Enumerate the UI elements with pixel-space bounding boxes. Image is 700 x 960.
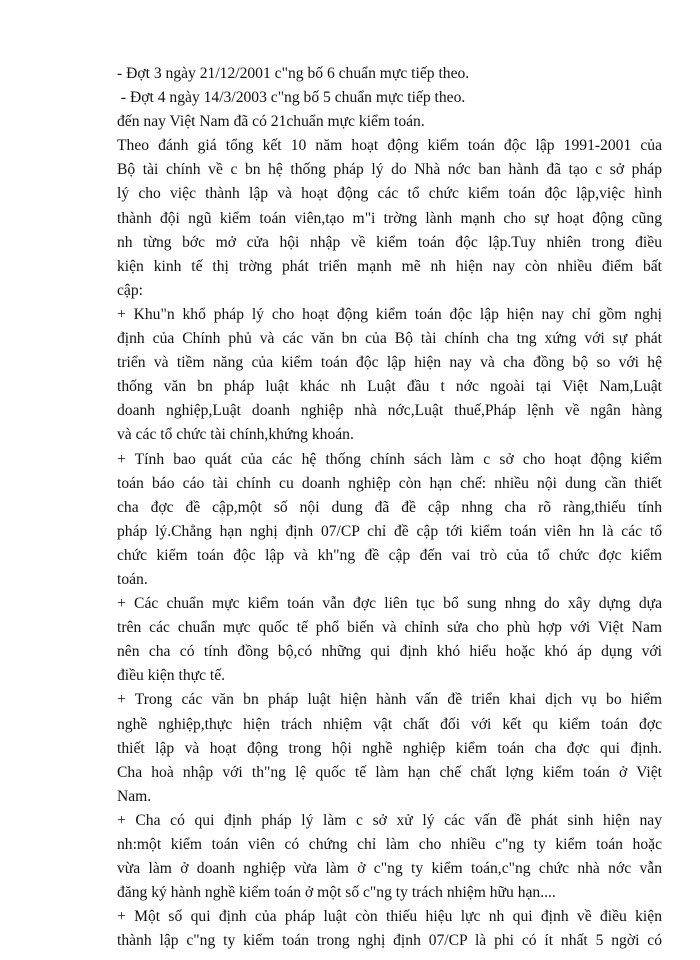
text-line: toán báo cáo tài chính cu doanh nghiệp còn hạn chế: nhiều nội dung cần thiết	[117, 474, 662, 492]
text-line: cập:	[117, 281, 143, 299]
text-line: điều kiện thực tế.	[117, 667, 226, 685]
text-line: - Đợt 4 ngày 14/3/2003 c"ng bố 5 chuẩn mực tiếp theo.	[117, 89, 466, 107]
text-line: vừa làm ở doanh nghiệp vừa làm ở c"ng ty kiểm toán,c"ng chức nhà nớc vẫn	[117, 860, 662, 878]
text-line: Bộ tài chính về c bn hệ thống pháp lý do Nhà nớc ban hành đã tạo c sở pháp	[117, 161, 662, 179]
text-line: - Đợt 3 ngày 21/12/2001 c"ng bố 6 chuẩn mực tiếp theo.	[117, 65, 470, 82]
text-line: triển và tiềm năng của kiểm toán độc lập hiện nay và cha đồng bộ so với hệ	[117, 354, 662, 372]
text-line: kiện kinh tế thị trờng phát triển mạnh mẽ nh hiện nay còn nhiều điểm bất	[117, 257, 662, 275]
text-line: chức kiểm toán độc lập và kh"ng đề cập đến vai trò của tổ chức đợc kiểm	[117, 546, 662, 564]
text-line: + Trong các văn bn pháp luật hiện hành vấn đề triển khai dịch vụ bo hiểm	[117, 691, 662, 709]
text-line: nên cha có tính đồng bộ,có những qui định khó hiểu hoặc khó áp dụng với	[117, 643, 662, 661]
text-line: trên các chuẩn mực quốc tế phổ biến và chỉnh sửa cho phù hợp với Việt Nam	[117, 619, 662, 637]
text-line: Theo đánh giá tổng kết 10 năm hoạt động kiểm toán độc lập 1991-2001 của	[117, 137, 662, 155]
text-line: nh từng bớc mở cửa hội nhập về kiểm toán độc lập.Tuy nhiên trong điều	[117, 233, 662, 251]
text-line: + Các chuẩn mực kiểm toán vẫn đợc liên tục bổ sung nhng do xây dựng dựa	[117, 595, 662, 613]
text-line: pháp lý.Chẳng hạn nghị định 07/CP chỉ đề cập tới kiểm toán viên hn là các tổ	[117, 522, 662, 540]
text-line: cha đợc đề cập,một số nội dung đã đề cập nhng cha rõ ràng,thiếu tính	[117, 498, 662, 516]
text-line: thiết lập và hoạt động trong hội nghề nghiệp kiểm toán cha đợc qui định.	[117, 739, 662, 757]
text-line: Cha hoà nhập với th"ng lệ quốc tế làm hạn chế chất lợng kiểm toán ở Việt	[117, 763, 662, 781]
text-line: lý cho việc thành lập và hoạt động các tổ chức kiểm toán độc lập,việc hình	[117, 185, 662, 203]
text-line: toán.	[117, 570, 148, 588]
text-line: và các tổ chức tài chính,khứng khoán.	[117, 426, 354, 444]
text-line: Nam.	[117, 787, 152, 805]
text-line: thống văn bn pháp luật khác nh Luật đầu t nớc ngoài tại Việt Nam,Luật	[117, 378, 662, 396]
text-line: đến nay Việt Nam đã có 21chuẩn mực kiểm toán.	[117, 113, 425, 131]
text-line: định của Chính phủ và các văn bn của Bộ tài chính cha tng xứng với sự phát	[117, 330, 662, 348]
text-line: đăng ký hành nghề kiểm toán ở một số c"ng ty trách nhiệm hữu hạn....	[117, 884, 556, 902]
text-line: thành đội ngũ kiểm toán viên,tạo m"i trờng lành mạnh cho sự hoạt động cũng	[117, 209, 662, 227]
text-line: doanh nghiệp,Luật doanh nghiệp nhà nớc,Luật thuế,Pháp lệnh về ngân hàng	[117, 402, 662, 420]
text-line: + Một số qui định của pháp luật còn thiếu hiệu lực nh qui định về điều kiện	[117, 908, 662, 926]
document-body	[117, 62, 662, 953]
text-line: + Tính bao quát của các hệ thống chính sách làm c sở cho hoạt động kiểm	[117, 450, 662, 468]
text-line: nh:một kiểm toán viên có chứng chỉ làm cho nhiều c"ng ty kiểm toán hoặc	[117, 836, 662, 853]
text-line: thành lập c"ng ty kiểm toán trong nghị định 07/CP là phi có ít nhất 5 ngời có	[117, 932, 662, 950]
text-line: nghề nghiệp,thực hiện trách nhiệm vật chất đối với kết qu kiểm toán đợc	[117, 715, 662, 733]
text-line: + Khu"n khổ pháp lý cho hoạt động kiểm toán độc lập hiện nay chỉ gồm nghị	[117, 305, 662, 323]
text-line: + Cha có qui định pháp lý làm c sở xử lý các vấn đề phát sinh hiện nay	[117, 811, 662, 829]
